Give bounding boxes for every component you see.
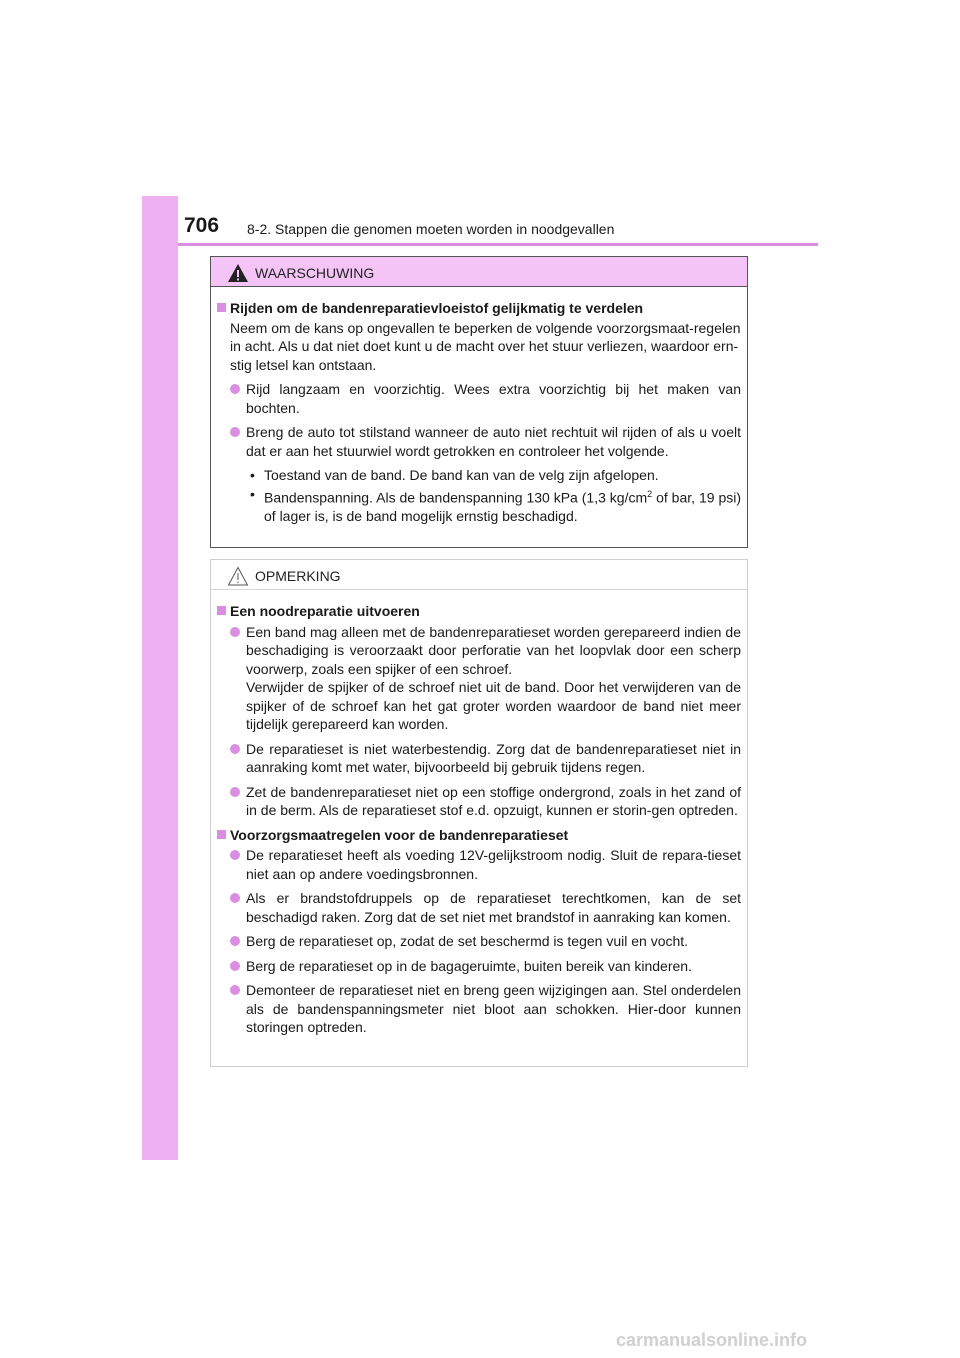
- list-item: [217, 380, 741, 417]
- sub-bullet-marker: •: [250, 467, 255, 483]
- round-bullet-icon: [230, 427, 240, 437]
- list-item-text: Demonteer de reparatieset niet en breng geen wijzigingen aan. Stel onderdelen als de bandenspanningsmeter niet bloot aan schokken. Hier-door kunnen storingen optreden.: [246, 982, 741, 1035]
- note-heading: [217, 826, 741, 845]
- round-bullet-icon: [230, 850, 240, 860]
- note-title: OPMERKING: [255, 568, 341, 584]
- list-item: [217, 932, 741, 951]
- note-heading: [217, 602, 741, 621]
- list-item: [217, 981, 741, 1037]
- page-number: 706: [184, 214, 220, 237]
- list-item-text: [246, 623, 741, 734]
- note-body: [211, 590, 747, 1037]
- warning-box: [210, 256, 748, 548]
- note-heading-text: Een noodreparatie uitvoeren: [230, 603, 420, 619]
- warning-body: [211, 287, 747, 525]
- warning-paragraph: Neem om de kans op ongevallen te beperken de volgende voorzorgsmaat-regelen in acht. Als u dat niet doet kunt u de macht over het stuur verliezen, waardoor ern-stig letsel kan ontstaan.: [230, 319, 741, 373]
- round-bullet-icon: [230, 985, 240, 995]
- square-bullet-icon: [217, 303, 226, 312]
- list-item: [217, 957, 741, 976]
- list-item: [217, 740, 741, 777]
- warning-triangle-icon: [227, 263, 249, 283]
- sub-list-item-text: Toestand van de band. De band kan van de velg zijn afgelopen.: [264, 467, 659, 483]
- list-item: [217, 623, 741, 734]
- list-item-text: Berg de reparatieset op in de bagageruimte, buiten bereik van kinderen.: [246, 957, 692, 974]
- watermark: carmanualsonline.info: [616, 1330, 808, 1350]
- pressure-text: Bandenspanning. Als de bandenspanning 130 kPa (1,3 kg/cm: [264, 489, 648, 506]
- list-item: [217, 889, 741, 926]
- pressure-text-cont: 19 psi) of lager is, is de band mogelijk ernstig beschadigd.: [264, 489, 742, 524]
- round-bullet-icon: [230, 961, 240, 971]
- warning-box-header: [211, 257, 747, 287]
- round-bullet-icon: [230, 627, 240, 637]
- square-bullet-icon: [217, 830, 226, 839]
- warning-heading: [217, 299, 741, 318]
- round-bullet-icon: [230, 893, 240, 903]
- list-item-text: Rijd langzaam en voorzichtig. Wees extra voorzichtig bij het maken van bochten.: [246, 381, 741, 416]
- round-bullet-icon: [230, 787, 240, 797]
- list-item-text: De reparatieset is niet waterbestendig. Zorg dat de bandenreparatieset niet in aanraking komt met water, bijvoorbeeld bij gebruik tijdens regen.: [246, 740, 741, 775]
- list-item-text: De reparatieset heeft als voeding 12V-gelijkstroom nodig. Sluit de repara-tieset niet aan op andere voedingsbronnen.: [246, 847, 741, 882]
- header-rule: [178, 243, 818, 246]
- list-item: [217, 783, 741, 820]
- list-item-text: Als er brandstofdruppels op de reparatieset terechtkomen, kan de set beschadigd raken. Zorg dat de set niet met brandstof in aanraking kan komen.: [246, 890, 741, 925]
- caution-triangle-outline-icon: [227, 566, 249, 586]
- pressure-text-end: of bar,: [652, 489, 696, 506]
- note-box-header: [211, 560, 747, 590]
- round-bullet-icon: [230, 936, 240, 946]
- list-item-text: Zet de bandenreparatieset niet op een stoffige ondergrond, zoals in het zand of in de berm. Als de reparatieset stof e.d. opzuigt, kunnen er storin-gen optreden.: [246, 783, 741, 818]
- note-heading-text: Voorzorgsmaatregelen voor de bandenreparatieset: [230, 826, 569, 843]
- section-title: 8-2. Stappen die genomen moeten worden in noodgevallen: [247, 221, 615, 237]
- chapter-side-strip: [142, 196, 178, 1160]
- list-item-text: Breng de auto tot stilstand wanneer de auto niet rechtuit wil rijden of als u voelt dat er aan het stuurwiel wordt getrokken en controleer het volgende.: [246, 424, 741, 459]
- list-item: [217, 423, 741, 460]
- warning-heading-text: Rijden om de bandenreparatievloeistof gelijkmatig te verdelen: [230, 300, 644, 316]
- list-item: [217, 846, 741, 883]
- round-bullet-icon: [230, 744, 240, 754]
- sub-list-item: [217, 466, 741, 485]
- round-bullet-icon: [230, 384, 240, 394]
- list-item-text-main: Een band mag alleen met de bandenreparatieset worden gerepareerd indien de beschadiging is veroorzaakt door perforatie van het loopvlak door een scherp voorwerp, zoals een spijker of een schroef.: [246, 623, 741, 677]
- square-bullet-icon: [217, 606, 226, 615]
- sub-bullet-marker: •: [250, 485, 255, 502]
- sub-list-item: [217, 485, 741, 526]
- superscript: 2: [647, 488, 653, 499]
- note-box: [210, 559, 748, 1067]
- warning-title: WAARSCHUWING: [255, 265, 375, 281]
- sub-list-item-text: [264, 485, 741, 526]
- list-item-text-extra: Verwijder de spijker of de schroef niet uit de band. Door het verwijderen van de spijker of de schroef kan het gat groter worden waardoor de band niet meer tijdelijk gerepareerd kan worden.: [246, 679, 741, 732]
- list-item-text: Berg de reparatieset op, zodat de set beschermd is tegen vuil en vocht.: [246, 933, 689, 949]
